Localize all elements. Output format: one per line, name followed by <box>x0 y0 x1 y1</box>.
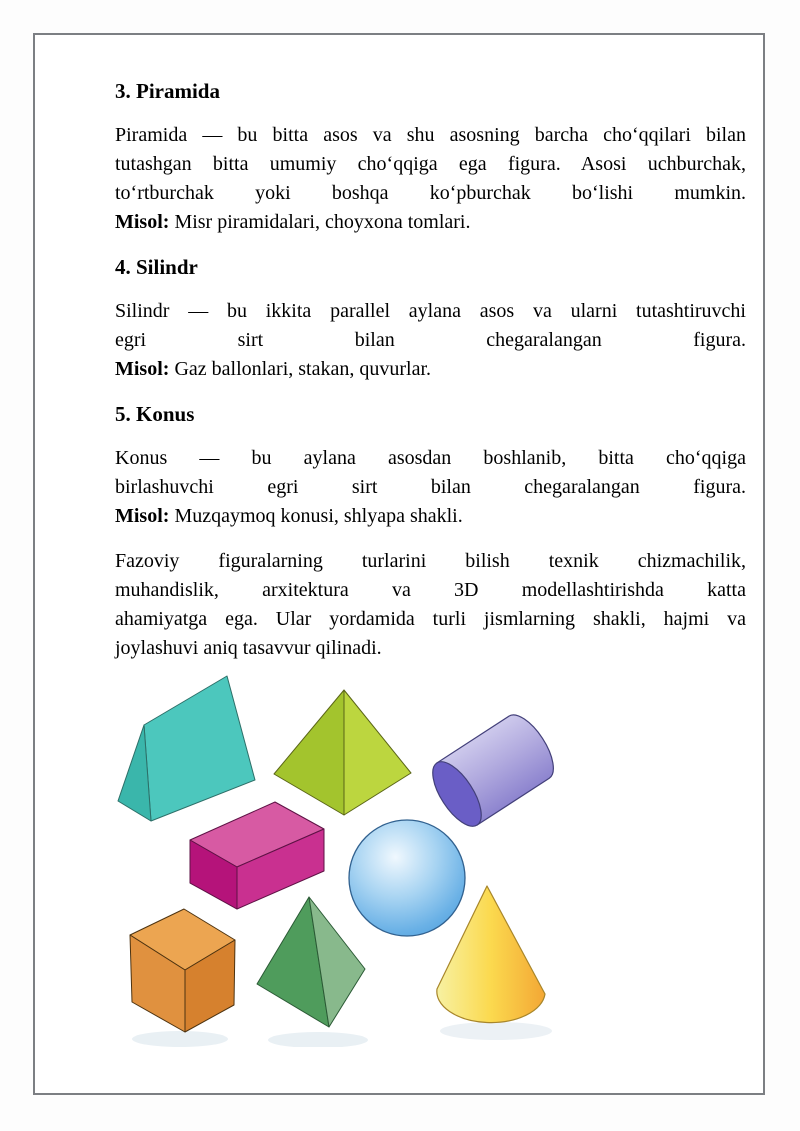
text-line: Misol: Gaz ballonlari, stakan, quvurlar. <box>115 358 432 380</box>
text-line: Misol: Misr piramidalari, choyxona tomlari. <box>115 211 471 233</box>
cube-shadow <box>132 1031 228 1047</box>
lime-pyramid-right-face <box>344 690 411 815</box>
triangular-prism-shape <box>118 676 255 821</box>
cone-shadow <box>440 1022 552 1040</box>
text-line: egri sirt bilan chegaralangan figura. <box>115 329 746 351</box>
text-line: Misol: Muzqaymoq konusi, shlyapa shakli. <box>115 505 463 527</box>
section-heading: 5. Konus <box>115 402 195 426</box>
text-line: ahamiyatga ega. Ular yordamida turli jismlarning shakli, hajmi va <box>115 608 746 630</box>
shapes-figure <box>107 672 577 1047</box>
text-line: Piramida — bu bitta asos va shu asosning barcha choʻqqilari bilan <box>115 124 746 146</box>
text-line: Konus — bu aylana asosdan boshlanib, bitta choʻqqiga <box>115 447 746 469</box>
text-line: birlashuvchi egri sirt bilan chegaralangan figura. <box>115 476 746 498</box>
purple-cylinder-shape <box>423 707 562 833</box>
text-line: joylashuvi aniq tasavvur qilinadi. <box>115 637 382 659</box>
pink-cuboid-shape <box>190 802 324 909</box>
paragraph <box>115 297 746 384</box>
text-line: toʻrtburchak yoki boshqa koʻpburchak boʻlishi mumkin. <box>115 182 746 204</box>
section-heading: 4. Silindr <box>115 255 198 279</box>
orange-cube-shape <box>130 909 235 1032</box>
blue-sphere-shape <box>349 820 465 936</box>
text-line: muhandislik, arxitektura va 3D modellashtirishda katta <box>115 579 746 601</box>
lime-pyramid-shape <box>274 690 411 815</box>
lime-pyramid-left-face <box>274 690 344 815</box>
document-page <box>33 33 765 1095</box>
pyramid-shadow <box>268 1032 368 1047</box>
paragraph <box>115 547 746 663</box>
section-heading: 3. Piramida <box>115 79 220 103</box>
document-body <box>115 77 746 679</box>
prism-side-face <box>144 676 255 821</box>
green-pyramid-shape <box>257 897 365 1027</box>
text-line: Fazoviy figuralarning turlarini bilish texnik chizmachilik, <box>115 550 746 572</box>
paragraph <box>115 444 746 531</box>
text-line: tutashgan bitta umumiy choʻqqiga ega figura. Asosi uchburchak, <box>115 153 746 175</box>
text-line: Silindr — bu ikkita parallel aylana asos va ularni tutashtiruvchi <box>115 300 746 322</box>
paragraph <box>115 121 746 237</box>
